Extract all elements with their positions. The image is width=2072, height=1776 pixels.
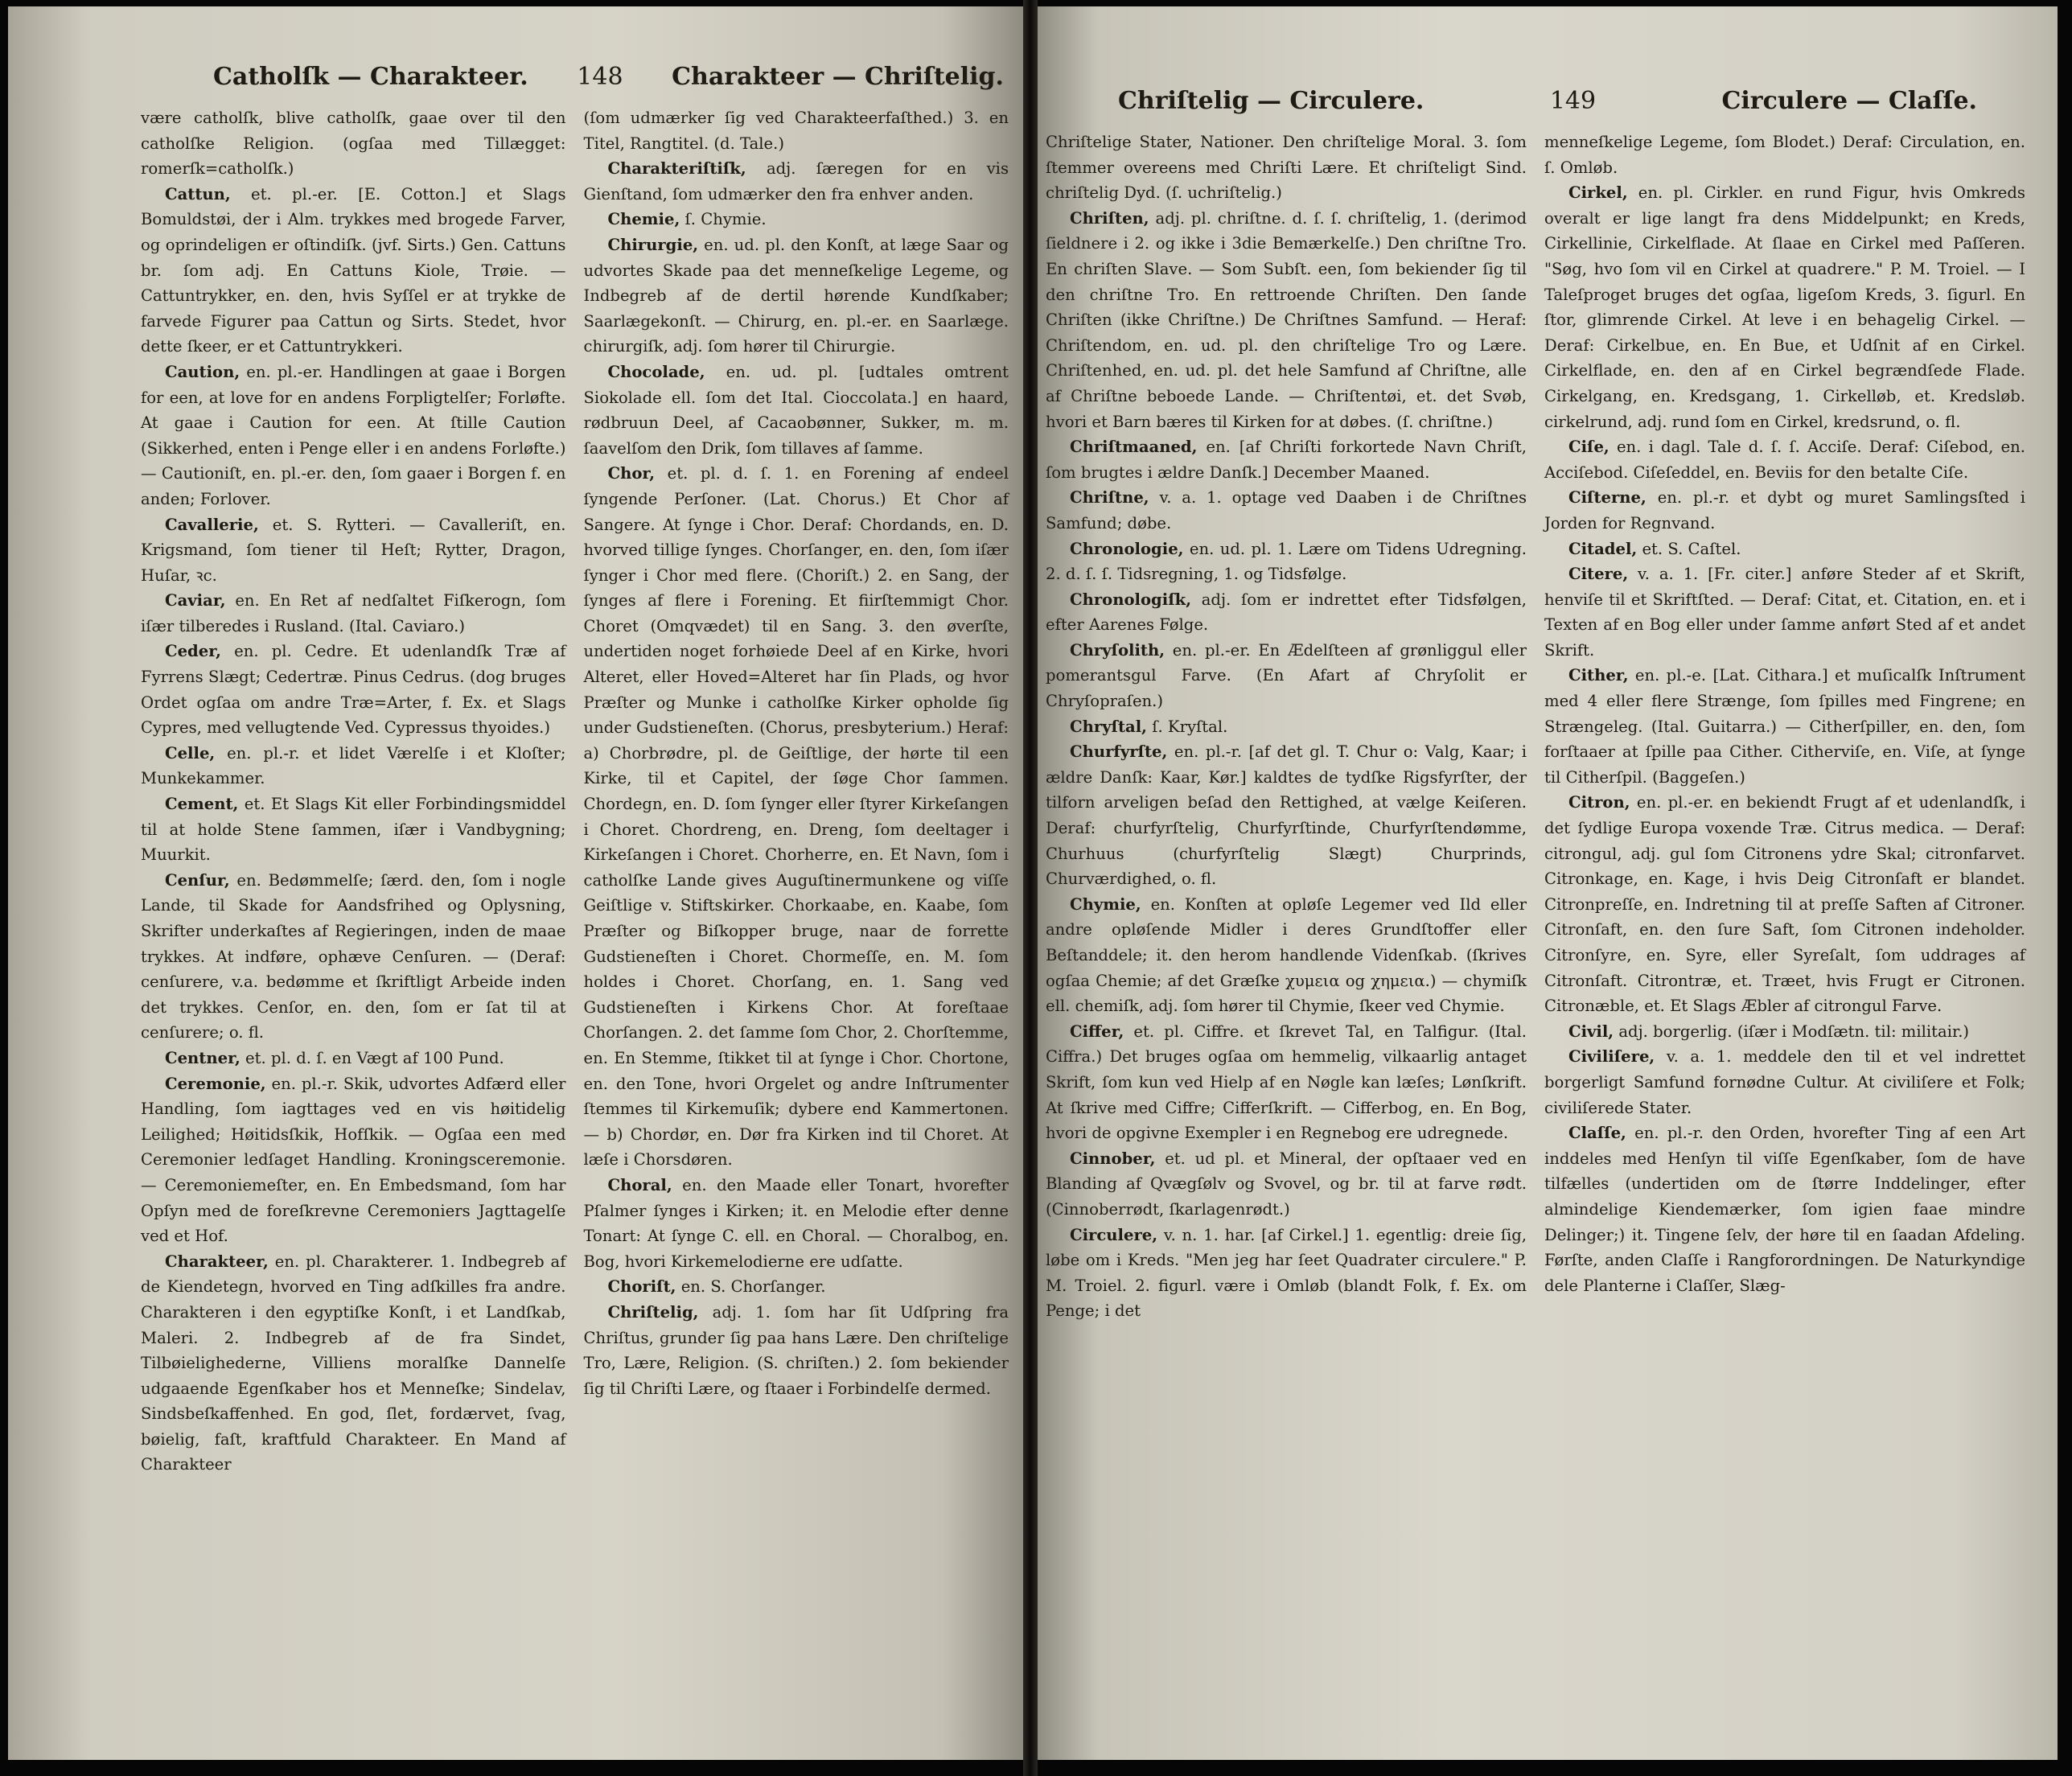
entry-text: en. pl.-r. et lidet Værelſe i et Kloſter; Munkekammer. bbox=[141, 743, 566, 788]
dictionary-entry bbox=[1544, 536, 2025, 562]
entry-text: en. pl.-r. Skik, udvortes Adfærd eller Handling, ſom iagttages ved en vis høitidelig Leilighed; Høitidsſkik, Hofſkik. — Ogſaa een med Ceremonier ledſaget Handling. Kroningsceremonie. — Ceremoniemeſter, en. En Embedsmand, ſom har Opſyn med de foreſkrevne Ceremoniers Jagttagelſe ved et Hof. bbox=[141, 1074, 566, 1246]
entry-text: en. pl.-er. Handlingen at gaae i Borgen for een, at love for en andens Forpligtelſer; Forløfte. At gaae i Caution for een. At ſtille Caution (Sikkerhed, enten i Penge eller i en andens Forløfte.) — Cautioniſt, en. pl.-er. den, ſom gaaer i Borgen f. en anden; Forlover. bbox=[141, 362, 566, 508]
entry-text: ſ. Kryſtal. bbox=[1147, 717, 1228, 736]
left-col-2 bbox=[584, 105, 1009, 1478]
entry-headword: Cavallerie, bbox=[165, 515, 259, 534]
entry-headword: Chronologie, bbox=[1070, 539, 1184, 558]
dictionary-entry bbox=[1544, 130, 2025, 180]
entry-headword: Choral, bbox=[607, 1175, 672, 1194]
entry-headword: Cinnober, bbox=[1070, 1149, 1156, 1168]
entry-text: en. pl.-r. den Orden, hvorefter Ting af een Art inddeles med Henſyn til viſſe Egenſkaber, ſom de have tilfælles (undertiden om de ſtørre Inddelinger, efter almindelige Kiendemærker, ſom igien faae mindre Delinger;) it. Tingene ſelv, der høre til en ſaadan Afdeling. Førſte, anden Claſſe i Rangforordningen. De Naturkyndige dele Planterne i Claſſer, Slæg- bbox=[1544, 1124, 2025, 1295]
dictionary-entry bbox=[1046, 485, 1527, 536]
dictionary-entry bbox=[1544, 561, 2025, 663]
dictionary-entry bbox=[1544, 1019, 2025, 1045]
right-page-number: 149 bbox=[1549, 87, 1597, 115]
entry-text: et. pl. d. ſ. 1. en Forening af endeel ſyngende Perſoner. (Lat. Chorus.) Et Chor af Sangere. At ſynge i Chor. Deraf: Chordands, en. D. hvorved tillige ſynges. Chorſanger, en. den, ſom iſær ſynger i Chor med flere. (Choriſt.) 2. en Sang, der ſynges af flere i Forening. Et fiirſtemmigt Chor. Choret (Omqvædet) til en Sang. 3. den øverſte, undertiden noget forhøiede Deel af en Kirke, hvori Alteret, eller Hoved=Alteret har ſin Plads, og hvor Præſter og Munke i catholſke Kirker opholde ſig under Gudstieneſten. (Chorus, presbyterium.) Heraf: a) Chorbrødre, pl. de Geiſtlige, der hørte til een Kirke, til et Capitel, der ſøge Chor ſammen. Chordegn, en. D. ſom ſynger eller ſtyrer Kirkeſangen i Choret. Chordreng, en. Dreng, ſom deeltager i Kirkeſangen i Choret. Chorherre, en. Et Navn, ſom i catholſke Lande gives Auguſtinermunkene og viſſe Geiſtlige v. Stiftskirker. Chorkaabe, en. Kaabe, ſom Præſter og Biſkopper bruge, naar de forrette Gudstieneſten i Choret. Chormeſſe, en. M. ſom holdes i Choret. Chorſang, en. 1. Sang ved Gudstieneſten i Kirkens Chor. At foreſtaae Chorſangen. 2. det ſamme ſom Chor, 2. Chorſtemme, en. En Stemme, ſtikket til at ſynge i Chor. Chortone, en. den Tone, hvori Orgelet og andre Inſtrumenter ſtemmes til Kirkemuſik; dybere end Kammertonen. — b) Chordør, en. Dør fra Kirken ind til Choret. At læſe i Chorsdøren. bbox=[583, 464, 1009, 1170]
dictionary-entry bbox=[1046, 1019, 1527, 1146]
entry-text: v. a. 1. [Fr. citer.] anføre Steder af et Skrift, henviſe til et Skriftſted. — Deraf: Citat, et. Citation, en. et i Texten af en Bog eller under ſamme anført Sted af et andet Skrift. bbox=[1544, 565, 2025, 660]
entry-text: en. pl.-er. en bekiendt Frugt af et udenlandſk, i det ſydlige Europa voxende Træ. Citrus medica. — Deraf: citrongul, adj. gul ſom Citronens ydre Skal; citronfarvet. Citronkage, en. Kage, i hvis Deig Citronſaft er blandet. Citronpreſſe, en. Indretning til at preſſe Saften af Citroner. Citronſaft, en. den ſure Saft, ſom Citronen indeholder. Citronſyre, en. Syre, eller Syreſalt, ſom uddrages af Citronſaft. Citrontræ, et. Træet, hvis Frugt er Citronen. Citronæble, et. Et Slags Æbler af citrongul Farve. bbox=[1544, 793, 2025, 1016]
entry-headword: Civiliſere, bbox=[1568, 1047, 1655, 1067]
entry-headword: Caviar, bbox=[165, 591, 226, 610]
dictionary-entry bbox=[584, 1274, 1009, 1300]
dictionary-entry bbox=[1544, 663, 2025, 790]
entry-text: v. a. 1. optage ved Daaben i de Chriſtnes Samfund; døbe. bbox=[1046, 488, 1527, 532]
dictionary-entry bbox=[141, 1071, 566, 1249]
entry-text: et. pl.-er. [E. Cotton.] et Slags Bomuldstøi, der i Alm. trykkes med brogede Farver, og oprindeligen er oſtindiſk. (jvf. Sirts.) Gen. Cattuns br. ſom adj. En Cattuns Kiole, Trøie. — Cattuntrykker, en. den, hvis Syſſel er at trykke de farvede Figurer paa Cattun og Sirts. Stedet, hvor dette ſkeer, er et Cattuntrykkeri. bbox=[141, 184, 566, 356]
entry-headword: Chriſten, bbox=[1070, 208, 1149, 228]
entry-text: en. Konſten at opløſe Legemer ved Ild eller andre opløſende Midler i deres Grundſtoffer eller Beſtanddele; it. den herom handlende Videnſkab. (ſkrives ogſaa Chemie; af det Græſke χυμεια og χημεια.) — chymiſk ell. chemiſk, adj. ſom hører til Chymie, ſkeer ved Chymie. bbox=[1046, 894, 1527, 1016]
entry-headword: Charakteriſtiſk, bbox=[607, 159, 746, 179]
entry-text: en. pl. Cedre. Et udenlandſk Træ af Fyrrens Slægt; Cedertræ. Pinus Cedrus. (dog bruges Ordet ogſaa om andre Træ=Arter, f. Ex. et Slags Cypres, med vellugtende Ved. Cypressus thyoides.) bbox=[141, 642, 566, 738]
dictionary-entry bbox=[141, 588, 566, 639]
entry-headword: Cirkel, bbox=[1568, 183, 1628, 203]
entry-headword: Cither, bbox=[1568, 666, 1629, 685]
entry-text: v. a. 1. meddele den til et vel indrettet borgerligt Samfund fornødne Cultur. At civiliſere et Folk; civiliſerede Stater. bbox=[1544, 1047, 2025, 1117]
dictionary-entry bbox=[1046, 536, 1527, 587]
entry-text: adj. 1. ſom har ſit Udſpring fra Chriſtus, grunder ſig paa hans Lære. Den chriſtelige Tro, Lære, Religion. (S. chriſten.) 2. ſom bekiender ſig til Chriſti Lære, og ſtaaer i Forbindelſe dermed. bbox=[583, 1302, 1009, 1398]
dictionary-entry bbox=[141, 512, 566, 589]
dictionary-entry bbox=[584, 232, 1009, 360]
entry-headword: Celle, bbox=[165, 743, 216, 763]
entry-text: adj. ſæregen for en vis Gienſtand, ſom udmærker den fra enhver anden. bbox=[583, 159, 1009, 204]
dictionary-entry bbox=[141, 639, 566, 740]
dictionary-entry bbox=[1046, 130, 1527, 206]
entry-text: en. ud. pl. [udtales omtrent Siokolade ell. ſom det Ital. Cioccolata.] en haard, rødbruun Deel, af Cacaobønner, Sukker, m. m. ſaavelſom den Drik, ſom tillaves af ſamme. bbox=[583, 362, 1009, 458]
entry-text: en. ud. pl. den Konſt, at læge Saar og udvortes Skade paa det menneſkelige Legeme, og Indbegreb af de dertil hørende Kundſkaber; Saarlægekonſt. — Chirurg, en. pl.-er. en Saarlæge. chirurgiſk, adj. ſom hører til Chirurgie. bbox=[583, 235, 1009, 356]
entry-headword: Chocolade, bbox=[607, 362, 705, 381]
entry-headword: Ciffer, bbox=[1070, 1022, 1124, 1041]
entry-text: en. den Maade eller Tonart, hvorefter Pſalmer ſynges i Kirken; it. en Melodie efter denne Tonart: At ſynge C. ell. en Choral. — Choralbog, en. Bog, hvori Kirkemelodierne ere udſatte. bbox=[583, 1175, 1009, 1271]
dictionary-entry bbox=[1046, 206, 1527, 434]
entry-headword: Charakteer, bbox=[165, 1252, 269, 1271]
dictionary-entry bbox=[1046, 892, 1527, 1019]
right-col-2 bbox=[1544, 130, 2025, 1324]
entry-headword: Circulere, bbox=[1070, 1225, 1158, 1244]
dictionary-entry bbox=[141, 182, 566, 360]
entry-text: et. pl. Ciffre. et ſkrevet Tal, en Talfigur. (Ital. Ciffra.) Det bruges ogſaa om hemmelig, vilkaarlig antaget Skrift, ſom kun ved Hielp af en Nøgle kan læſes; Lønſkrift. At ſkrive med Ciffre; Cifferſkrift. — Cifferbog, en. En Bog, hvori de opgivne Exempler i en Regnebog ere udregnede. bbox=[1046, 1022, 1527, 1143]
entry-text: en. [af Chriſti forkortede Navn Chriſt, ſom brugtes i ældre Danſk.] December Maaned. bbox=[1046, 438, 1527, 482]
entry-text: en. i dagl. Tale d. ſ. ſ. Acciſe. Deraf: Ciſebod, en. Acciſebod. Ciſeſeddel, en. Beviis for den betalte Ciſe. bbox=[1544, 438, 2025, 482]
entry-headword: Chriſtelig, bbox=[607, 1302, 699, 1322]
left-col-1 bbox=[141, 105, 566, 1478]
entry-headword: Chryſtal, bbox=[1070, 717, 1147, 736]
entry-text: (ſom udmærker ſig ved Charakteerfaſthed.) 3. en Titel, Rangtitel. (d. Tale.) bbox=[583, 109, 1009, 153]
entry-headword: Cattun, bbox=[165, 184, 231, 204]
entry-headword: Citron, bbox=[1568, 793, 1630, 812]
entry-text: v. n. 1. har. [af Cirkel.] 1. egentlig: dreie ſig, løbe om i Kreds. "Men jeg har ſeet Quadrater circulere." P. M. Troiel. 2. figurl. være i Omløb (blandt Folk, f. Ex. om Penge; i det bbox=[1046, 1225, 1527, 1321]
dictionary-entry bbox=[1544, 434, 2025, 485]
dictionary-entry bbox=[141, 360, 566, 512]
entry-headword: Ciſe, bbox=[1568, 438, 1610, 457]
dictionary-entry bbox=[584, 105, 1009, 156]
right-header-right: Circulere — Claſſe. bbox=[1721, 87, 1977, 115]
dictionary-entry bbox=[141, 741, 566, 791]
dictionary-entry bbox=[1544, 790, 2025, 1018]
entry-text: en. ud. pl. 1. Lære om Tidens Udregning. 2. d. ſ. ſ. Tidsregning, 1. og Tidsfølge. bbox=[1046, 539, 1527, 584]
left-header-left: Catholſk — Charakteer. bbox=[213, 63, 528, 91]
entry-text: et. ud pl. et Mineral, der opſtaaer ved en Blanding af Qvægſølv og Svovel, og br. til at farve rødt. (Cinnoberrødt, ſkarlagenrødt.) bbox=[1046, 1149, 1527, 1219]
entry-text: en. S. Chorſanger. bbox=[676, 1277, 826, 1297]
right-col-1 bbox=[1046, 130, 1527, 1324]
entry-headword: Chor, bbox=[607, 464, 656, 483]
entry-headword: Churfyrſte, bbox=[1070, 742, 1168, 762]
entry-headword: Citere, bbox=[1568, 565, 1629, 584]
book-gutter bbox=[1023, 0, 1038, 1776]
left-page-header bbox=[141, 63, 1009, 91]
dictionary-entry bbox=[1046, 714, 1527, 740]
entry-text: en. Bedømmelſe; ſærd. den, ſom i nogle Lande, til Skade for Aandsfrihed og Oplysning, Skrifter underkaſtes af Regieringen, inden de maae trykkes. At indføre, ophæve Cenſuren. — (Deraf: cenſurere, v.a. bedømme et ſkriftligt Arbeide inden det trykkes. Cenſor, en. den, ſom er ſat til at cenſurere; o. fl. bbox=[141, 870, 566, 1042]
entry-text: et. Et Slags Kit eller Forbindingsmiddel til at holde Stene ſammen, iſær i Vandbygning; Muurkit. bbox=[141, 795, 566, 865]
dictionary-entry bbox=[1544, 1044, 2025, 1120]
dictionary-entry bbox=[1046, 638, 1527, 714]
dictionary-entry bbox=[584, 156, 1009, 207]
entry-text: en. pl.-e. [Lat. Cithara.] et muſicalſk Inſtrument med 4 eller flere Strænge, ſom ſpilles med Fingrene; en Strængeleg. (Ital. Guitarra.) — Citherſpiller, en. den, ſom forſtaaer at ſpille paa Cither. Citherviſe, en. Viſe, at ſynge til Citherſpil. (Baggeſen.) bbox=[1544, 666, 2025, 787]
left-page bbox=[8, 6, 1023, 1760]
dictionary-entry bbox=[1046, 1146, 1527, 1223]
entry-text: en. pl.-er. En Ædelſteen af grønliggul eller pomerantsgul Farve. (En Afart af Chryſolit er Chryſopraſen.) bbox=[1046, 640, 1527, 711]
entry-headword: Chriſtmaaned, bbox=[1070, 438, 1198, 457]
entry-headword: Chryſolith, bbox=[1070, 640, 1166, 660]
entry-text: adj. borgerlig. (iſær i Modſætn. til: militair.) bbox=[1614, 1022, 1970, 1041]
dictionary-entry bbox=[1544, 485, 2025, 536]
entry-headword: Citadel, bbox=[1568, 539, 1638, 558]
entry-headword: Cenſur, bbox=[165, 870, 230, 890]
left-page-columns bbox=[141, 105, 1009, 1478]
dictionary-entry bbox=[584, 1173, 1009, 1274]
entry-text: menneſkelige Legeme, ſom Blodet.) Deraf: Circulation, en. ſ. Omløb. bbox=[1544, 133, 2025, 177]
dictionary-entry bbox=[584, 207, 1009, 232]
dictionary-entry bbox=[141, 105, 566, 182]
entry-headword: Cement, bbox=[165, 795, 239, 814]
entry-headword: Caution, bbox=[165, 362, 240, 381]
dictionary-entry bbox=[1046, 587, 1527, 638]
entry-text: en. pl. Cirkler. en rund Figur, hvis Omkreds overalt er lige langt fra dens Middelpunkt; en Kreds, Cirkellinie, Cirkelflade. At ſlaae en Cirkel med Paſſeren. "Søg, hvo ſom vil en Cirkel at quadrere." P. M. Troiel. — I Taleſproget bruges det ogſaa, ligeſom Kreds, 3. ſigurl. En ſtor, glimrende Cirkel. At leve i en behagelig Cirkel. — Deraf: Cirkelbue, en. En Bue, et Udſnit af en Cirkel. Cirkelflade, en. den af en Cirkel begrændſede Flade. Cirkelgang, en. Kredsgang, 1. Cirkelløb, et. Kredsløb. cirkelrund, adj. rund ſom en Cirkel, kredsrund, o. fl. bbox=[1544, 183, 2025, 431]
left-page-number: 148 bbox=[577, 63, 623, 91]
entry-headword: Choriſt, bbox=[607, 1277, 676, 1297]
dictionary-entry bbox=[1046, 1223, 1527, 1324]
dictionary-entry bbox=[141, 1046, 566, 1071]
entry-text: ſ. Chymie. bbox=[680, 210, 767, 229]
right-page bbox=[1038, 6, 2058, 1760]
entry-text: Chriſtelige Stater, Nationer. Den chriſtelige Moral. 3. ſom ſtemmer overeens med Chriſti Lære. Et chriſteligt Sind. chriſtelig Dyd. (ſ. uchriſtelig.) bbox=[1046, 133, 1527, 203]
entry-text: en. pl.-r. et dybt og muret Samlingsſted i Jorden for Regnvand. bbox=[1544, 488, 2025, 532]
dictionary-entry bbox=[1046, 434, 1527, 485]
dictionary-entry bbox=[584, 1300, 1009, 1401]
right-page-header bbox=[1046, 87, 2025, 115]
entry-headword: Ceremonie, bbox=[165, 1074, 266, 1093]
entry-headword: Ceder, bbox=[165, 642, 221, 661]
entry-headword: Chriſtne, bbox=[1070, 488, 1149, 508]
dictionary-entry bbox=[584, 461, 1009, 1173]
entry-text: en. En Ret af nedſaltet Fiſkerogn, ſom iſær tilberedes i Rusland. (Ital. Caviaro.) bbox=[141, 591, 566, 635]
right-header-left: Chriſtelig — Circulere. bbox=[1118, 87, 1424, 115]
entry-text: en. pl.-r. [af det gl. T. Chur o: Valg, Kaar; i ældre Danſk: Kaar, Kør.] kaldtes de tydſke Rigsfyrſter, der tilforn arveligen beſad den Rettighed, at vælge Keiſeren. Deraf: churfyrſtelig, Churfyrſtinde, Churfyrſtendømme, Churhuus (churfyrſtelig Slægt) Churprinds, Churværdighed, o. fl. bbox=[1046, 742, 1527, 889]
left-header-right: Charakteer — Chriſtelig. bbox=[672, 63, 1004, 91]
entry-text: et. S. Caſtel. bbox=[1637, 539, 1741, 558]
entry-text: være catholſk, blive catholſk, gaae over til den catholſke Religion. (ogſaa med Tillægget: romerſk=catholſk.) bbox=[141, 109, 566, 179]
entry-text: et. pl. d. ſ. en Vægt af 100 Pund. bbox=[240, 1048, 504, 1067]
right-page-columns bbox=[1046, 130, 2025, 1324]
dictionary-entry bbox=[1544, 1120, 2025, 1298]
dictionary-entry bbox=[584, 360, 1009, 461]
dictionary-entry bbox=[141, 1249, 566, 1478]
entry-text: adj. ſom er indrettet efter Tidsfølgen, efter Aarenes Følge. bbox=[1046, 590, 1527, 635]
entry-headword: Centner, bbox=[165, 1048, 240, 1067]
entry-text: en. pl. Charakterer. 1. Indbegreb af de Kiendetegn, hvorved en Ting adſkilles fra andre. Charakteren i den egyptiſke Konſt, i et Landſkab, Maleri. 2. Indbegreb af de fra Sindet, Tilbøielighederne, Villiens moralſke Dannelſe udgaaende Egenſkaber hos et Menneſke; Sindelav, Sindsbeſkaffenhed. En god, ſlet, fordærvet, ſvag, bøielig, faſt, kraftfuld Charakteer. En Mand af Charakteer bbox=[141, 1252, 566, 1474]
dictionary-entry bbox=[141, 868, 566, 1046]
entry-headword: Chirurgie, bbox=[607, 235, 699, 254]
entry-headword: Chymie, bbox=[1070, 894, 1141, 914]
entry-text: et. S. Rytteri. — Cavalleriſt, en. Krigsmand, ſom tiener til Heſt; Rytter, Dragon, Huſar, ꝛc. bbox=[141, 515, 566, 585]
entry-headword: Chemie, bbox=[607, 210, 680, 229]
entry-headword: Ciſterne, bbox=[1568, 488, 1646, 508]
entry-text: adj. pl. chriſtne. d. ſ. ſ. chriſtelig, 1. (derimod ſieldnere i 2. og ikke i 3die Bemærkelſe.) Den chriſtne Tro. En chriſten Slave. — Som Subſt. een, ſom bekiender ſig til den chriſtne Tro. En rettroende Chriſten. Den ſande Chriſten (ikke Chriſtne.) De Chriſtnes Samfund. — Heraf: Chriſtendom, en. ud. pl. den chriſtelige Tro og Lære. Chriſtenhed, en. ud. pl. det hele Samfund af Chriſtne, alle af Chriſtne beboede Lande. — Chriſtentøi, et. det Svøb, hvori et Barn bæres til Kirken for at døbes. (ſ. chriſtne.) bbox=[1046, 208, 1527, 431]
dictionary-entry bbox=[1046, 739, 1527, 892]
entry-headword: Claſſe, bbox=[1568, 1124, 1626, 1143]
entry-headword: Civil, bbox=[1568, 1022, 1614, 1041]
dictionary-entry bbox=[1544, 180, 2025, 434]
entry-headword: Chronologiſk, bbox=[1070, 590, 1192, 609]
dictionary-entry bbox=[141, 791, 566, 868]
